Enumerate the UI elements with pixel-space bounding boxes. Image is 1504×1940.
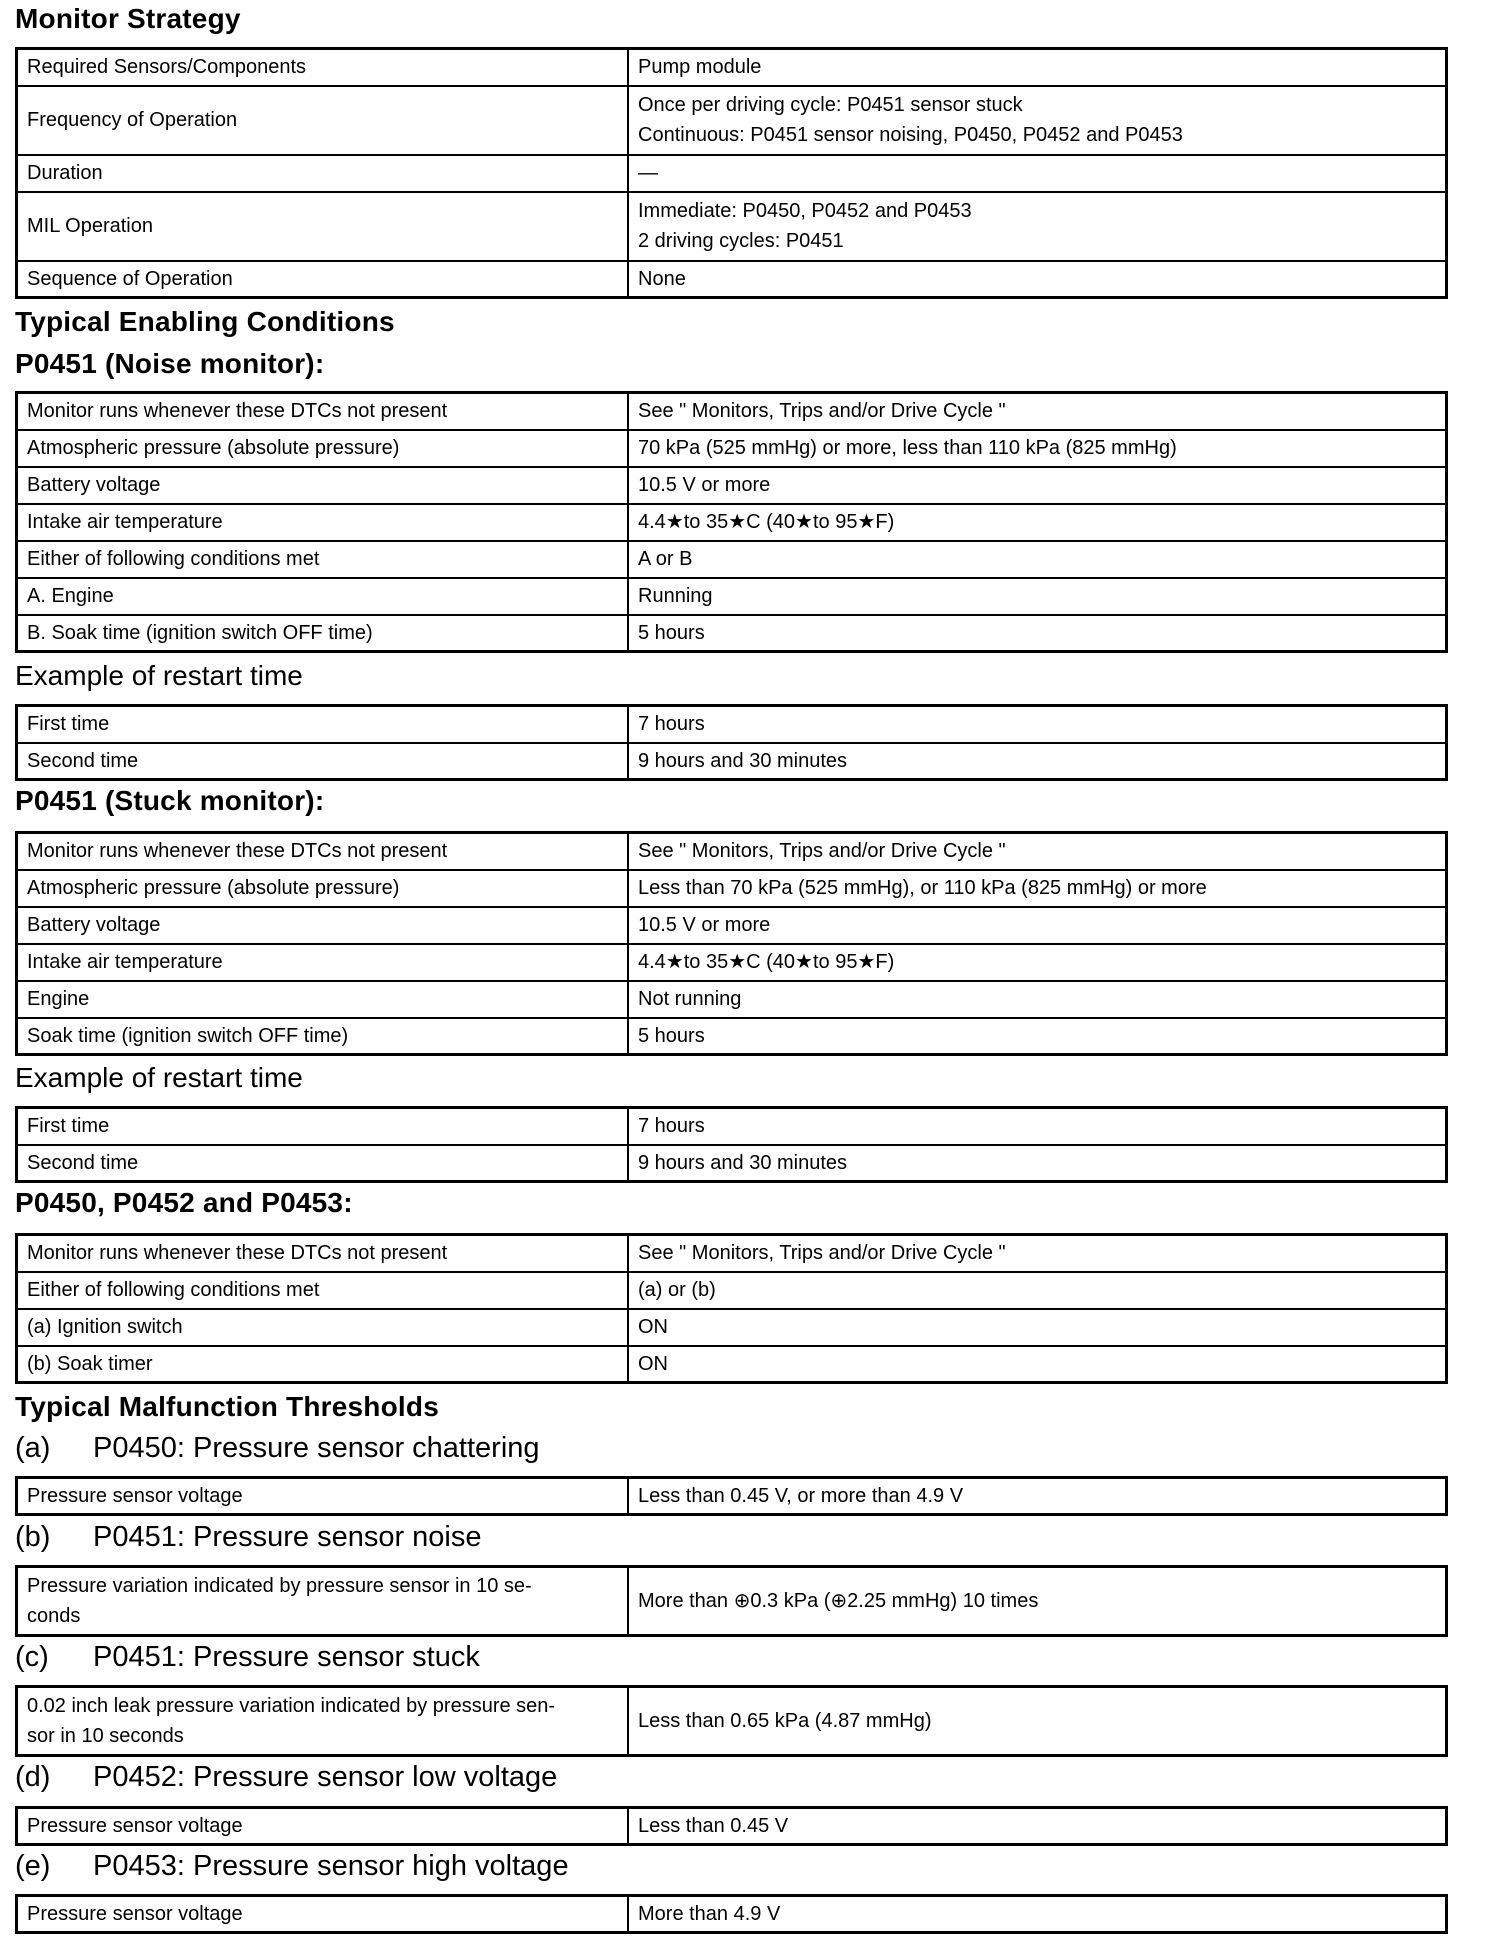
row-label: Monitor runs whenever these DTCs not present [17, 393, 629, 430]
table-row [17, 1687, 1447, 1756]
table-row [17, 907, 1447, 944]
noise-restart-heading: Example of restart time [15, 660, 303, 691]
row-value: More than ⊕0.3 kPa (⊕2.25 mmHg) 10 times [628, 1567, 1447, 1636]
row-value: See " Monitors, Trips and/or Drive Cycle " [628, 833, 1447, 870]
table-row [17, 49, 1447, 86]
p0450-group-heading: P0450, P0452 and P0453: [15, 1187, 353, 1218]
row-value: 70 kPa (525 mmHg) or more, less than 110 kPa (825 mmHg) [628, 430, 1447, 467]
row-value [628, 86, 1447, 155]
row-label: Intake air temperature [17, 504, 629, 541]
row-value: (a) or (b) [628, 1272, 1447, 1309]
row-label: Either of following conditions met [17, 541, 629, 578]
row-label: Battery voltage [17, 907, 629, 944]
label-line: conds [27, 1605, 81, 1627]
row-value: Less than 0.45 V, or more than 4.9 V [628, 1478, 1447, 1515]
table-row [17, 706, 1447, 743]
row-value: Running [628, 578, 1447, 615]
table-row [17, 981, 1447, 1018]
row-label: A. Engine [17, 578, 629, 615]
threshold-c-heading [15, 1640, 480, 1674]
row-label: Atmospheric pressure (absolute pressure) [17, 430, 629, 467]
threshold-c-table [15, 1685, 1448, 1757]
table-row [17, 870, 1447, 907]
row-label: Pressure sensor voltage [17, 1896, 629, 1933]
row-label: Duration [17, 155, 629, 192]
noise-monitor-table [15, 391, 1448, 653]
row-label: Frequency of Operation [17, 86, 629, 155]
table-row [17, 1808, 1447, 1845]
threshold-d-heading [15, 1760, 557, 1794]
table-row [17, 1272, 1447, 1309]
table-row [17, 155, 1447, 192]
threshold-letter: (b) [15, 1521, 51, 1553]
row-value: A or B [628, 541, 1447, 578]
row-value: See " Monitors, Trips and/or Drive Cycle " [628, 1235, 1447, 1272]
table-row [17, 86, 1447, 155]
threshold-title: P0453: Pressure sensor high voltage [93, 1850, 569, 1882]
row-value: 4.4★to 35★C (40★to 95★F) [628, 504, 1447, 541]
noise-monitor-heading: P0451 (Noise monitor): [15, 348, 325, 379]
label-line: 0.02 inch leak pressure variation indicated by pressure sen- [27, 1695, 556, 1717]
label-line: Pressure variation indicated by pressure sensor in 10 se- [27, 1575, 532, 1597]
stuck-restart-table [15, 1106, 1448, 1183]
threshold-letter: (d) [15, 1761, 51, 1793]
threshold-letter: (a) [15, 1432, 51, 1464]
threshold-letter: (e) [15, 1850, 51, 1882]
row-value: None [628, 261, 1447, 298]
threshold-letter: (c) [15, 1641, 49, 1673]
threshold-b-table [15, 1565, 1448, 1637]
row-label: Pressure sensor voltage [17, 1808, 629, 1845]
row-value: 10.5 V or more [628, 467, 1447, 504]
row-value: ON [628, 1346, 1447, 1383]
table-row [17, 261, 1447, 298]
row-label: Required Sensors/Components [17, 49, 629, 86]
row-label: Intake air temperature [17, 944, 629, 981]
table-row [17, 1309, 1447, 1346]
table-row [17, 393, 1447, 430]
row-value: 9 hours and 30 minutes [628, 743, 1447, 780]
row-label: Soak time (ignition switch OFF time) [17, 1018, 629, 1055]
row-label: Second time [17, 1145, 629, 1182]
row-label [17, 1567, 629, 1636]
row-value: Less than 0.45 V [628, 1808, 1447, 1845]
row-label: MIL Operation [17, 192, 629, 261]
row-label: First time [17, 706, 629, 743]
monitor-strategy-table [15, 47, 1448, 299]
threshold-title: P0451: Pressure sensor stuck [93, 1641, 480, 1673]
value-line: 2 driving cycles: P0451 [638, 230, 844, 252]
row-value: 4.4★to 35★C (40★to 95★F) [628, 944, 1447, 981]
table-row [17, 615, 1447, 652]
table-row [17, 743, 1447, 780]
table-row [17, 578, 1447, 615]
row-label: First time [17, 1108, 629, 1145]
table-row [17, 430, 1447, 467]
row-label: B. Soak time (ignition switch OFF time) [17, 615, 629, 652]
row-value: 7 hours [628, 1108, 1447, 1145]
table-row [17, 192, 1447, 261]
row-value: 5 hours [628, 615, 1447, 652]
row-label: Engine [17, 981, 629, 1018]
row-label [17, 1687, 629, 1756]
table-row [17, 541, 1447, 578]
row-label: (b) Soak timer [17, 1346, 629, 1383]
row-value: ON [628, 1309, 1447, 1346]
label-line: sor in 10 seconds [27, 1725, 184, 1747]
row-value: Less than 70 kPa (525 mmHg), or 110 kPa (825 mmHg) or more [628, 870, 1447, 907]
row-label: Atmospheric pressure (absolute pressure) [17, 870, 629, 907]
row-value: 9 hours and 30 minutes [628, 1145, 1447, 1182]
enabling-conditions-heading: Typical Enabling Conditions [15, 306, 395, 337]
table-row [17, 1108, 1447, 1145]
row-value: 7 hours [628, 706, 1447, 743]
row-label: (a) Ignition switch [17, 1309, 629, 1346]
row-label: Monitor runs whenever these DTCs not present [17, 1235, 629, 1272]
threshold-e-heading [15, 1849, 569, 1883]
row-label: Battery voltage [17, 467, 629, 504]
row-value: Less than 0.65 kPa (4.87 mmHg) [628, 1687, 1447, 1756]
row-label: Monitor runs whenever these DTCs not present [17, 833, 629, 870]
table-row [17, 1235, 1447, 1272]
threshold-d-table [15, 1806, 1448, 1846]
stuck-monitor-table [15, 831, 1448, 1056]
table-row [17, 1567, 1447, 1636]
threshold-a-table [15, 1476, 1448, 1516]
p0450-group-table [15, 1233, 1448, 1384]
table-row [17, 467, 1447, 504]
row-label: Sequence of Operation [17, 261, 629, 298]
table-row [17, 944, 1447, 981]
threshold-b-heading [15, 1520, 482, 1554]
table-row [17, 1145, 1447, 1182]
threshold-title: P0450: Pressure sensor chattering [93, 1432, 540, 1464]
value-line: Once per driving cycle: P0451 sensor stuck [638, 94, 1023, 116]
threshold-a-heading [15, 1431, 540, 1465]
stuck-restart-heading: Example of restart time [15, 1062, 303, 1093]
threshold-e-table [15, 1894, 1448, 1934]
noise-restart-table [15, 704, 1448, 781]
row-value: Not running [628, 981, 1447, 1018]
row-label: Second time [17, 743, 629, 780]
row-value: 10.5 V or more [628, 907, 1447, 944]
row-value [628, 192, 1447, 261]
threshold-title: P0451: Pressure sensor noise [93, 1521, 482, 1553]
row-value: See " Monitors, Trips and/or Drive Cycle " [628, 393, 1447, 430]
row-label: Pressure sensor voltage [17, 1478, 629, 1515]
value-line: Continuous: P0451 sensor noising, P0450, P0452 and P0453 [638, 124, 1183, 146]
row-value: More than 4.9 V [628, 1896, 1447, 1933]
monitor-strategy-heading: Monitor Strategy [15, 3, 241, 34]
table-row [17, 1896, 1447, 1933]
table-row [17, 1018, 1447, 1055]
table-row [17, 1346, 1447, 1383]
value-line: Immediate: P0450, P0452 and P0453 [638, 200, 972, 222]
table-row [17, 833, 1447, 870]
threshold-title: P0452: Pressure sensor low voltage [93, 1761, 558, 1793]
table-row [17, 504, 1447, 541]
row-label: Either of following conditions met [17, 1272, 629, 1309]
row-value: Pump module [628, 49, 1447, 86]
table-row [17, 1478, 1447, 1515]
row-value: — [628, 155, 1447, 192]
thresholds-heading: Typical Malfunction Thresholds [15, 1391, 439, 1422]
stuck-monitor-heading: P0451 (Stuck monitor): [15, 785, 325, 816]
row-value: 5 hours [628, 1018, 1447, 1055]
